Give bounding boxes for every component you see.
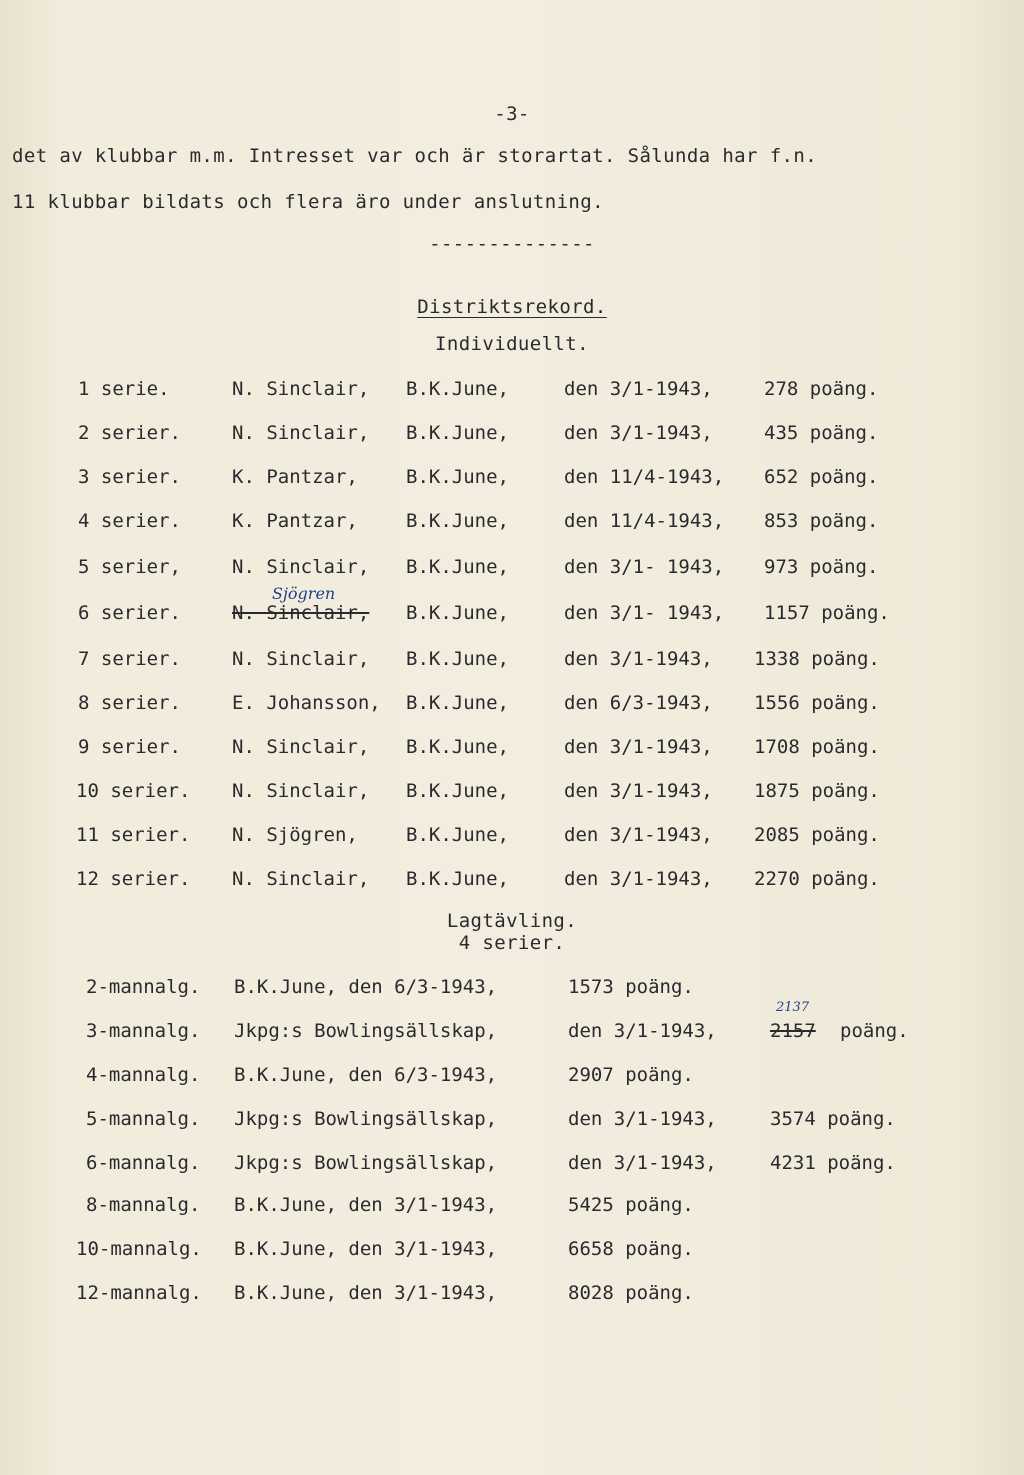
team-points: 4231 poäng. (770, 1152, 896, 1174)
record-date: den 11/4-1943, (564, 466, 725, 488)
record-date: den 3/1-1943, (564, 780, 713, 802)
team-size: 4-mannalg. (86, 1064, 201, 1086)
player-name: N. Sinclair, (232, 422, 370, 444)
team-size: 12-mannalg. (76, 1282, 202, 1304)
series-label: 5 serier, (78, 556, 181, 578)
club-name: B.K.June, (406, 824, 509, 846)
team-detail: B.K.June, den 3/1-1943, (234, 1194, 498, 1216)
record-points: 435 poäng. (764, 422, 879, 444)
record-points: 1708 poäng. (754, 736, 880, 758)
team-subtitle: 4 serier. (458, 932, 566, 954)
player-name: N. Sinclair, (232, 780, 370, 802)
record-date: den 6/3-1943, (564, 692, 713, 714)
team-points: 6658 poäng. (568, 1238, 694, 1260)
team-date: den 3/1-1943, (568, 1020, 717, 1042)
player-name: E. Johansson, (232, 692, 381, 714)
player-name: K. Pantzar, (232, 510, 358, 532)
handwritten-name-correction: Sjögren (272, 584, 336, 603)
record-date: den 3/1-1943, (564, 422, 713, 444)
individual-title: Individuellt. (435, 333, 589, 355)
player-name: N. Sinclair, (232, 868, 370, 890)
player-name: N. Sinclair, (232, 736, 370, 758)
team-date: den 3/1-1943, (568, 1108, 717, 1130)
player-name: N. Sjögren, (232, 824, 358, 846)
team-points: 8028 poäng. (568, 1282, 694, 1304)
team-points: 5425 poäng. (568, 1194, 694, 1216)
record-date: den 3/1-1943, (564, 824, 713, 846)
record-date: den 11/4-1943, (564, 510, 725, 532)
intro-line-1: det av klubbar m.m. Intresset var och är storartat. Sålunda har f.n. (12, 145, 818, 167)
record-points: 1157 poäng. (764, 602, 890, 624)
club-name: B.K.June, (406, 378, 509, 400)
team-size: 8-mannalg. (86, 1194, 201, 1216)
page-number: -3- (494, 103, 530, 125)
series-label: 9 serier. (78, 736, 181, 758)
series-label: 3 serier. (78, 466, 181, 488)
record-points: 1875 poäng. (754, 780, 880, 802)
club-name: B.K.June, (406, 780, 509, 802)
series-label: 2 serier. (78, 422, 181, 444)
record-date: den 3/1-1943, (564, 648, 713, 670)
record-points: 853 poäng. (764, 510, 879, 532)
intro-line-2: 11 klubbar bildats och flera äro under anslutning. (12, 191, 604, 213)
record-points: 652 poäng. (764, 466, 879, 488)
record-points: 2085 poäng. (754, 824, 880, 846)
club-name: B.K.June, (406, 692, 509, 714)
record-date: den 3/1-1943, (564, 868, 713, 890)
series-label: 1 serie. (78, 378, 170, 400)
team-size: 3-mannalg. (86, 1020, 201, 1042)
record-points: 973 poäng. (764, 556, 879, 578)
team-size: 6-mannalg. (86, 1152, 201, 1174)
series-label: 11 serier. (76, 824, 191, 846)
record-date: den 3/1- 1943, (564, 602, 725, 624)
player-name: N. Sinclair, (232, 378, 370, 400)
team-size: 5-mannalg. (86, 1108, 201, 1130)
handwritten-points-correction: 2137 (776, 1000, 810, 1015)
records-title: Distriktsrekord. (417, 296, 607, 318)
series-label: 10 serier. (76, 780, 191, 802)
record-points: 1338 poäng. (754, 648, 880, 670)
record-points: 1556 poäng. (754, 692, 880, 714)
team-points: 1573 poäng. (568, 976, 694, 998)
team-points-unit: poäng. (840, 1020, 909, 1042)
team-detail: Jkpg:s Bowlingsällskap, (234, 1152, 498, 1174)
record-points: 278 poäng. (764, 378, 879, 400)
team-detail: B.K.June, den 6/3-1943, (234, 976, 498, 998)
team-size: 10-mannalg. (76, 1238, 202, 1260)
team-detail: B.K.June, den 3/1-1943, (234, 1282, 498, 1304)
record-points: 2270 poäng. (754, 868, 880, 890)
series-label: 6 serier. (78, 602, 181, 624)
club-name: B.K.June, (406, 422, 509, 444)
series-label: 7 serier. (78, 648, 181, 670)
record-date: den 3/1-1943, (564, 736, 713, 758)
player-name-struck: N. Sinclair, (232, 602, 370, 624)
player-name: N. Sinclair, (232, 556, 370, 578)
team-size: 2-mannalg. (86, 976, 201, 998)
series-label: 4 serier. (78, 510, 181, 532)
club-name: B.K.June, (406, 466, 509, 488)
team-detail: B.K.June, den 6/3-1943, (234, 1064, 498, 1086)
club-name: B.K.June, (406, 556, 509, 578)
club-name: B.K.June, (406, 868, 509, 890)
team-points: 2907 poäng. (568, 1064, 694, 1086)
record-date: den 3/1- 1943, (564, 556, 725, 578)
club-name: B.K.June, (406, 602, 509, 624)
player-name: N. Sinclair, (232, 648, 370, 670)
team-points-struck: 2157 (770, 1020, 816, 1042)
team-date: den 3/1-1943, (568, 1152, 717, 1174)
series-label: 12 serier. (76, 868, 191, 890)
series-label: 8 serier. (78, 692, 181, 714)
team-detail: Jkpg:s Bowlingsällskap, (234, 1108, 498, 1130)
team-title: Lagtävling. (446, 910, 578, 932)
separator-line: -------------- (429, 233, 595, 255)
record-date: den 3/1-1943, (564, 378, 713, 400)
player-name: K. Pantzar, (232, 466, 358, 488)
club-name: B.K.June, (406, 510, 509, 532)
club-name: B.K.June, (406, 736, 509, 758)
club-name: B.K.June, (406, 648, 509, 670)
team-detail: B.K.June, den 3/1-1943, (234, 1238, 498, 1260)
team-detail: Jkpg:s Bowlingsällskap, (234, 1020, 498, 1042)
team-points: 3574 poäng. (770, 1108, 896, 1130)
